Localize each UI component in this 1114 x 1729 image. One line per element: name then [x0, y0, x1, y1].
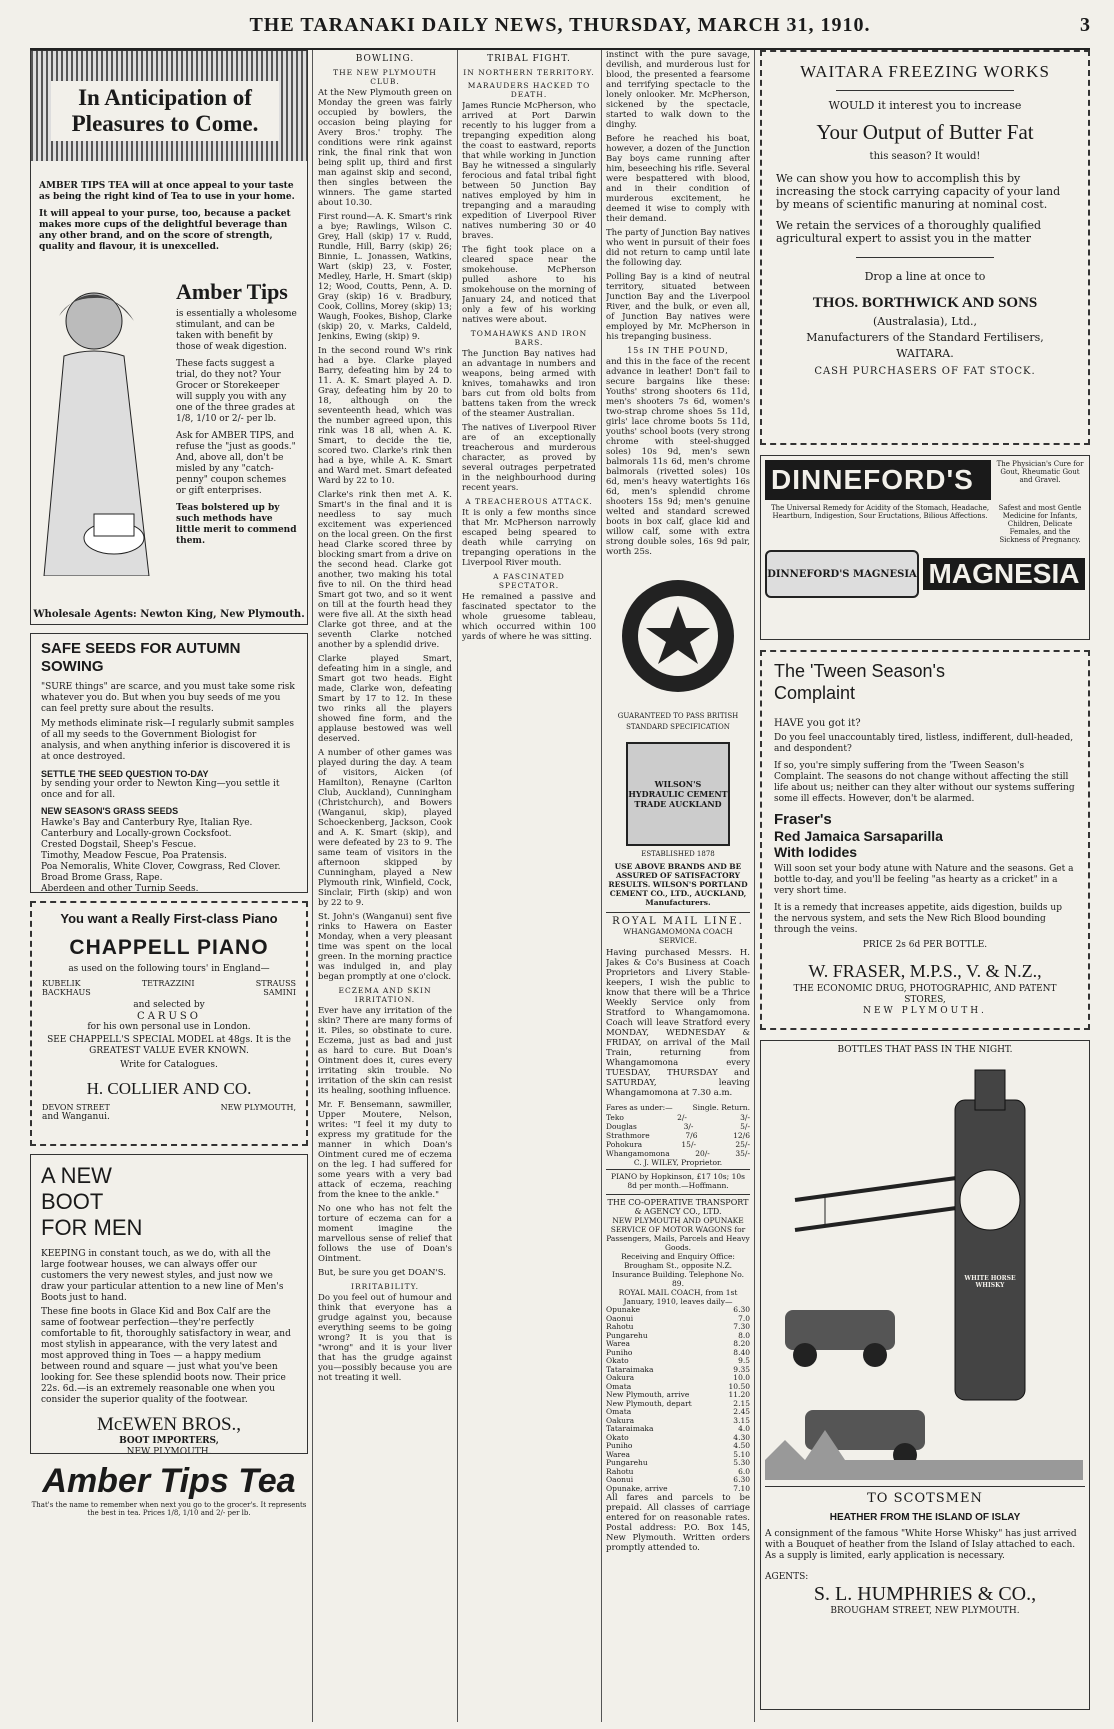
grass-seed-item: Hawke's Bay and Canterbury Rye, Italian Rye.: [41, 818, 253, 828]
fare-cell: Pohokura: [606, 1140, 643, 1149]
dinneford-bottle: DINNEFORD'S MAGNESIA: [765, 550, 919, 598]
tween-town: NEW PLYMOUTH.: [863, 1006, 987, 1016]
amber-tea-banner: [30, 1462, 308, 1522]
coop-sub: NEW PLYMOUTH AND OPUNAKE SERVICE OF MOTOR WAGONS for Passengers, Mails, Parcels and Heavy Goods.: [606, 1216, 750, 1252]
eczema-head: ECZEMA AND SKIN IRRITATION.: [338, 986, 432, 1004]
coop-closing: All fares and parcels to be prepaid. All classes of carriage entered for on reasonable rates. Postal address: P.O. Box 145, New Plymouth. Written orders promptly attended to.: [606, 1493, 750, 1553]
column-rule: [754, 50, 755, 1722]
fare-row: [606, 1131, 750, 1140]
coop-ad: [606, 1194, 750, 1553]
tween-ad: [760, 650, 1090, 1030]
news-paragraph: No one who has not felt the torture of eczema can for a moment imagine the marvellous sense of relief that follows the use of Doan's Ointment.: [318, 1204, 452, 1264]
cement-bag-label: WILSON'S HYDRAULIC CEMENT TRADE AUCKLAND: [626, 742, 730, 846]
tween-p4: It is a remedy that increases appetite, aids digestion, builds up the nervous system, and sets the New Rich Blood bounding through the veins.: [774, 903, 1062, 935]
time-cell: Oakura: [606, 1373, 635, 1382]
waitara-p2: We retain the services of a thoroughly qualified agricultural expert to assist you in the matter: [776, 219, 1042, 245]
dinneford-ad: [760, 455, 1090, 640]
time-cell: 7.30: [733, 1322, 750, 1331]
cement-bag: [606, 739, 750, 849]
piano-street: DEVON STREET: [42, 1103, 110, 1112]
amber-headline: In Anticipation of Pleasures to Come.: [51, 81, 279, 141]
amber-tea-note: That's the name to remember when next you go to the grocer's. It represents the best in tea. Prices 1/8, 1/10 and 2/- per lb.: [31, 1501, 307, 1517]
fare-cell: Strathmore: [606, 1131, 650, 1140]
mail-body: Having purchased Messrs. H. Jakes & Co's Business at Coach Proprietors and Livery Stable-keepers, I wish the public to know that there will be a Thrice Weekly Service only from Stratford to Whangamomona. Coach will leave Stratford every MONDAY, WEDNESDAY & FRIDAY, on arrival of the Mail Train, returning from Whangamomona every TUESDAY, THURSDAY and SATURDAY, leaving Whangamomona at 7.30 a.m.: [606, 948, 750, 1098]
time-cell: 9.5: [738, 1356, 750, 1365]
woman-illustration: [39, 276, 159, 576]
fares-col-return: Return.: [721, 1103, 750, 1112]
piano-by: and selected by: [133, 1000, 205, 1010]
waitara-ad: [760, 50, 1090, 445]
piano-see: SEE CHAPPELL'S SPECIAL MODEL at 48gs. It is the GREATEST VALUE EVER KNOWN.: [47, 1035, 291, 1056]
piano-write: Write for Catalogues.: [120, 1060, 218, 1070]
amber-body-5: Ask for AMBER TIPS, and refuse the "just as goods." And, above all, don't be misled by any "catch-penny" coupon schemes or gift enterprises.: [176, 431, 296, 496]
column-1: [30, 50, 308, 1722]
news-paragraph: Polling Bay is a kind of neutral territory, situated between Junction Bay and the Liverpool River, and the bulk, or even all, of Junction Bay natives were employed by Mr. McPherson in his trepanging business.: [606, 272, 750, 342]
news-paragraph: The party of Junction Bay natives who went in pursuit of their foes did not return to camp until late the following day.: [606, 228, 750, 268]
time-cell: New Plymouth, depart: [606, 1398, 692, 1408]
tween-brand-3: With Iodides: [774, 844, 858, 860]
fare-cell: Whangamomona: [606, 1149, 670, 1158]
time-cell: Oakura: [606, 1415, 635, 1425]
time-cell: 3.15: [733, 1415, 750, 1425]
cement-note: USE ABOVE BRANDS AND BE ASSURED OF SATISFACTORY RESULTS. WILSON'S PORTLAND CEMENT CO., LTD., AUCKLAND, Manufacturers.: [608, 862, 748, 907]
seeds-intro: "SURE things" are scarce, and you must take some risk whatever you do. But when you buy seeds of me you can feel pretty sure about the results.: [41, 682, 295, 714]
newspaper-title: THE TARANAKI DAILY NEWS, THURSDAY, MARCH 31, 1910.: [249, 14, 871, 36]
news-paragraph: Clarke's rink then met A. K. Smart's in the final and it is needless to say much excitement was experienced on the local green. On the first head Clarke scored three by blocking smart from a drive on the second head. Clarke got another, two making his total five to nil. On the third head Smart got two, and so it went on till at the fourth head they were five all. At the sixth head Clarke got three, and at the seventh Clarke notched another by a splendid drive.: [318, 490, 452, 650]
tween-head: The 'Tween Season's Complaint: [774, 661, 945, 703]
boot-body-2: These fine boots in Glace Kid and Box Calf are the same of footwear perfection—they're perfectly comfortable to fit, thoroughly satisfactory in wear, and most stylish in appearance, with the very latest and most approved thing in Toes — a happy medium between round and square — just what you've been looking for. See these splendid boots now. Their price 22s. 6d.—is an extremely reasonable one when you consider the superior quality of the footwear.: [41, 1307, 291, 1405]
whisky-agents: AGENTS:: [765, 1572, 809, 1582]
waitara-firm-2: (Australasia), Ltd.,: [872, 315, 978, 328]
mail-sub: WHANGAMOMONA COACH SERVICE.: [623, 927, 733, 945]
doans-line: But, be sure you get DOAN'S.: [318, 1268, 446, 1278]
whisky-ad: [760, 1040, 1090, 1710]
whisky-label: WHITE HORSE WHISKY: [964, 1275, 1016, 1289]
fare-row: [606, 1113, 750, 1122]
news-paragraph: First round—A. K. Smart's rink a bye; Rawlings, Wilson C. Grey, Hall (skip) 17 v. Rudd, Rundle, Hill, Barry (skip) 26; Binnie, L. Jonassen, Watkins, Wart (skip) 23, v. Foster, Medley, Harle, H. Smart (skip) 12; Wood, Coutts, Penn, A. D. Gray (skip) 16 v. Bradbury, Cook, Collins, Morey (skip) 13; Waugh, Fookes, Bishop, Clarke (skip) 20, v. Marks, Caldeld, Jenkins, Ewing (skip) 9.: [318, 212, 452, 342]
tween-maker: W. FRASER, M.P.S., V. & N.Z.,: [808, 961, 1042, 981]
fare-cell: 2/-: [677, 1113, 687, 1122]
time-cell: Okato: [606, 1432, 629, 1442]
fares-header: [606, 1102, 750, 1113]
grass-seed-item: Broad Brome Grass, Rape.: [41, 873, 163, 883]
name-samini: SAMINI: [263, 988, 296, 997]
coop-mail: ROYAL MAIL COACH, from 1st January, 1910, leaves daily—: [618, 1288, 738, 1306]
piano-line: PIANO by Hopkinson, £17 10s; 10s 8d per month.—Hoffmann.: [606, 1169, 750, 1190]
seeds-grass-head: NEW SEASON'S GRASS SEEDS: [41, 806, 179, 816]
dinneford-magnesia: MAGNESIA: [923, 558, 1085, 590]
amber-body-4: These facts suggest a trial, do they not? Your Grocer or Storekeeper will supply you with any one of the three grades at 1/8, 1/10 or 2/- per lb.: [176, 359, 295, 424]
piano-personal: for his own personal use in London.: [87, 1022, 251, 1032]
spectator-head: A FASCINATED SPECTATOR.: [493, 572, 565, 590]
mail-head: ROYAL MAIL LINE.: [612, 916, 744, 927]
time-cell: Oaonui: [606, 1313, 634, 1323]
amber-body-3: is essentially a wholesome stimulant, and can be taken with benefit by those of weak digestion.: [176, 309, 297, 352]
news-paragraph: and this in the face of the recent advance in leather! Don't fail to secure bargains like these: Youths' strong shooters 6s 11d, men's shooters 7s 6d, women's two-strap chrome shoes 5s 11d, girls' lace chrome boots 5s 11d, youths' school boots (very strong chrome with steel-shugged soles) 10s 9d, men's sewn balmorals 11s 6d, men's chrome balmorals (rivetted soles) 10s 6d, men's heavy watertights 16s 6d, men's splendid chrome shooters 15s 9d; men's genuine welted and standard screwed boots in box calf, glace kid and willow calf, some with extra strong double soles, 16s 9d pair, worth 25s.: [606, 357, 750, 557]
time-cell: 5.10: [733, 1449, 750, 1459]
column-rule: [601, 50, 602, 1722]
whisky-firm: S. L. HUMPHRIES & CO.,: [813, 1583, 1037, 1605]
news-paragraph: It is only a few months since that Mr. McPherson narrowly escaped being speared to death while carrying on trepanging operations in the Liverpool River mouth.: [462, 508, 596, 568]
masthead: [30, 8, 1090, 50]
boot-brand: McEWEN BROS.,: [96, 1414, 242, 1435]
waitara-p1: We can show you how to accomplish this by increasing the stock carrying capacity of your land by means of scientific manuring at nominal cost.: [776, 172, 1061, 211]
amber-body-1: AMBER TIPS TEA will at once appeal to your taste as being the right kind of Tea to use in your home.: [39, 181, 295, 202]
news-paragraph: A number of other games was played during the day. A team of visitors, Aicken (of Hamilton), Renayne (Carlton Club, Auckland), Cunningham (Christchurch), and Bowers (Wanganui, skip), played Schoeckenberg, Jackson, Cook and A. K. Smart (skip), and were defeated by 23 to 9. The same team of visitors in the afternoon skipped by Cunningham, played a New Plymouth rink, Winfield, Cock, Sinclair, Firth (skip) and won by 22 to 9.: [318, 748, 452, 908]
time-cell: 8.40: [733, 1347, 750, 1357]
amber-tea-brand: Amber Tips Tea: [42, 1462, 296, 1500]
times-table: [606, 1306, 750, 1493]
piano-names-row: [42, 979, 296, 988]
time-cell: Okato: [606, 1356, 629, 1365]
fare-row: [606, 1149, 750, 1158]
amber-body-2: It will appeal to your purse, too, because a packet makes more cups of the delightful beverage than any other brand, and on the score of strength, quality and flavour, it is unexcelled.: [39, 209, 291, 252]
time-cell: Puniho: [606, 1441, 633, 1450]
amber-tips-ad: [30, 50, 308, 625]
dinneford-brand: DINNEFORD'S: [765, 460, 991, 500]
time-cell: Omata: [606, 1381, 632, 1391]
mail-ad: [606, 912, 750, 1190]
treacherous-head: A TREACHEROUS ATTACK.: [465, 497, 593, 506]
seeds-title: SAFE SEEDS FOR AUTUMN SOWING: [41, 640, 241, 675]
time-cell: 11.20: [728, 1390, 750, 1399]
time-cell: 4.30: [733, 1432, 750, 1442]
boot-body: KEEPING in constant touch, as we do, with all the large footwear houses, we can always offer our customers the very newest styles, and just now we draw your particular attention to a new line of Men's Boots just to hand.: [41, 1249, 284, 1303]
time-cell: New Plymouth, arrive: [606, 1390, 690, 1399]
news-paragraph: The natives of Liverpool River are of an exceptionally treacherous and murderous character, as proved by several outrages perpetrated in the neighbourhood during recent years.: [462, 423, 596, 493]
amber-body-6: Teas bolstered up by such methods have little merit to commend them.: [176, 503, 297, 546]
grass-seed-item: Poa Nemoralis, White Clover, Cowgrass, Red Clover.: [41, 862, 281, 872]
tween-price: PRICE 2s 6d PER BOTTLE.: [862, 940, 988, 950]
dinneford-left: The Universal Remedy for Acidity of the Stomach, Headache, Heartburn, Indigestion, Sour Eructations, Bilious Affections.: [770, 504, 990, 520]
news-paragraph: St. John's (Wanganui) sent five rinks to Hawera on Easter Monday, when a very pleasant time was spent on the local green. In the morning practice was indulged in, and play began promptly at one o'clock.: [318, 912, 452, 982]
fare-cell: 7/6: [685, 1131, 698, 1140]
waitara-town: WAITARA.: [896, 347, 954, 360]
piano-town: NEW PLYMOUTH,: [220, 1103, 296, 1112]
time-cell: 7.0: [738, 1313, 750, 1323]
time-cell: 4.0: [738, 1424, 750, 1433]
fare-cell: 35/-: [735, 1149, 750, 1158]
cement-established: ESTABLISHED 1878: [641, 850, 715, 858]
fares-col-single: Single.: [692, 1103, 719, 1112]
time-cell: 4.50: [733, 1441, 750, 1450]
fare-cell: 25/-: [735, 1140, 750, 1149]
column-3: [462, 50, 596, 1722]
news-paragraph: The fight took place on a cleared space near the smokehouse. McPherson pulled ashore to his smokehouse on the morning of January 24, and noticed that only a few of his working natives were about.: [462, 245, 596, 325]
news-paragraph: Clarke played Smart, defeating him in a single, and Smart got two heads. Eight made, Clarke won, defeating Smart by 17 to 12. In these two rinks all the players showed fine form, and the applause bestowed was well deserved.: [318, 654, 452, 744]
waitara-firm-3: Manufacturers of the Standard Fertilisers,: [806, 331, 1044, 344]
grass-seed-item: Aberdeen and other Turnip Seeds.: [41, 884, 199, 893]
tomahawks-head: TOMAHAWKS AND IRON BARS.: [470, 329, 588, 347]
fares-head: Fares as under:—: [606, 1103, 673, 1112]
column-rule: [312, 50, 313, 1722]
whisky-illustration: [765, 1060, 1085, 1480]
time-cell: 6.0: [738, 1466, 750, 1476]
fare-cell: Douglas: [606, 1122, 637, 1131]
bowling-head: BOWLING.: [355, 54, 415, 64]
time-cell: 6.30: [733, 1305, 750, 1314]
waitara-q: WOULD it interest you to increase: [828, 99, 1022, 112]
fare-row: [606, 1122, 750, 1131]
time-cell: 2.45: [733, 1407, 750, 1416]
name-tetrazzini: TETRAZZINI: [141, 979, 195, 988]
irritability-head: IRRITABILITY.: [350, 1282, 420, 1291]
waitara-firm: THOS. BORTHWICK AND SONS: [812, 295, 1038, 311]
seeds-ad: [30, 633, 308, 893]
news-paragraph: He remained a passive and fascinated spectator to the whole gruesome tableau, which occurred within 100 yards of where he was sitting.: [462, 592, 596, 642]
piano-names-row-2: [42, 988, 296, 997]
time-cell: Opunake: [606, 1305, 641, 1314]
fare-cell: 15/-: [681, 1140, 697, 1149]
piano-town-2: and Wanganui.: [42, 1112, 110, 1122]
time-row: [606, 1485, 750, 1494]
fare-cell: 3/-: [740, 1113, 750, 1122]
tween-p2: If so, you're simply suffering from the 'Tween Season's Complaint. The seasons do not change without affecting the still life about us; neither can they alter without our systems suffering some ill effects. However, don't be alarmed.: [774, 761, 1075, 804]
piano-dealer: H. COLLIER AND CO.: [86, 1079, 252, 1098]
time-cell: Tataraimaka: [606, 1364, 654, 1374]
time-cell: 10.50: [728, 1381, 750, 1391]
news-paragraph: In the second round W's rink had a bye. Clarke played Barry, defeating him by 24 to 11. A. K. Smart played A. D. Gray, defeating him by 20 to 18, although on the seventeenth head, which was the number agreed upon, this rink was 18 all, when A. K. Smart, to decide the tie, scored two. Clarke's rink then had a bye, while A. K. Smart and Ward met. Smart defeated Ward by 22 to 10.: [318, 346, 452, 486]
time-cell: Pungarehu: [606, 1330, 648, 1340]
time-cell: 6.30: [733, 1475, 750, 1484]
boot-head: A NEW BOOT FOR MEN: [41, 1163, 143, 1240]
time-cell: 5.30: [733, 1458, 750, 1467]
news-paragraph: James Runcie McPherson, who arrived at Port Darwin recently to his lugger from a trepanging expedition along the coast to eastward, reports that while working in Junction Bay he witnessed a singularly ferocious and fatal tribal fight between 50 Junction Bay natives employed by him in trepanging and a marauding expedition of Liverpool River natives numbering 30 or 40 braves.: [462, 101, 596, 241]
waitara-drop: Drop a line at once to: [864, 270, 986, 283]
news-paragraph: instinct with the pure savage, devilish, and murderous lust for blood, the presented a fearsome and terrifying spectacle to the lonely onlooker. Mr. McPherson, sickened by the spectacle, started to walk down to the dinghy.: [606, 50, 750, 130]
news-paragraph: Do you feel out of humour and think that everyone has a grudge against you, because everything seems to be going wrong? It is you that is "wrong" and it is your liver that has the grudge against you—possibly because you are not treating it well.: [318, 1293, 452, 1383]
piano-used: as used on the following tours' in England—: [68, 964, 270, 974]
tween-q: HAVE you got it?: [774, 718, 861, 729]
name-backhaus: BACKHAUS: [42, 988, 91, 997]
tween-p3: Will soon set your body atune with Nature and the seasons. Get a bottle to-day, and you'll be feeling "as hearty as a cricket" in a very short time.: [774, 864, 1074, 896]
piano-ad: [30, 901, 308, 1146]
fares-table: [606, 1113, 750, 1158]
fare-cell: 3/-: [683, 1122, 694, 1131]
pound-head: 15s IN THE POUND,: [627, 346, 729, 355]
whisky-scots: TO SCOTSMEN: [867, 1491, 983, 1506]
time-cell: Omata: [606, 1407, 632, 1416]
seeds-methods: My methods eliminate risk—I regularly submit samples of all my seeds to the Government Biologist for analysis, and when anything inferior is discovered it is at once destroyed.: [41, 719, 294, 762]
fare-cell: 5/-: [740, 1122, 750, 1131]
grass-seed-item: Timothy, Meadow Fescue, Poa Pratensis.: [41, 851, 227, 861]
piano-address: [42, 1103, 296, 1112]
waitara-head: WAITARA FREEZING WORKS: [800, 62, 1050, 81]
time-cell: 9.35: [733, 1364, 750, 1374]
name-kubelik: KUBELIK: [42, 979, 81, 988]
amber-agents: Wholesale Agents: Newton King, New Plymouth.: [33, 609, 305, 620]
fare-cell: Teko: [606, 1113, 624, 1122]
whisky-addr: BROUGHAM STREET, NEW PLYMOUTH.: [830, 1606, 1020, 1616]
cement-guarantee: GUARANTEED TO PASS BRITISH STANDARD SPECIFICATION: [617, 712, 739, 731]
fare-row: [606, 1140, 750, 1149]
dinneford-right: The Physician's Cure for Gout, Rheumatic Gout and Gravel.: [996, 460, 1084, 484]
fare-cell: 20/-: [695, 1149, 710, 1158]
time-cell: Warea: [606, 1449, 631, 1459]
column-2: [318, 50, 452, 1722]
time-cell: Puniho: [606, 1347, 633, 1357]
waitara-cash: CASH PURCHASERS OF FAT STOCK.: [814, 366, 1036, 377]
column-5: [760, 50, 1090, 1722]
mail-signed: C. J. WILEY, Proprietor.: [633, 1158, 723, 1167]
name-strauss: STRAUSS: [255, 979, 296, 988]
time-cell: Opunake, arrive: [606, 1483, 668, 1493]
coop-office: Receiving and Enquiry Office: Brougham St., opposite N.Z. Insurance Building. Telephone No. 89.: [612, 1252, 744, 1288]
dinneford-right-2: Safest and most Gentle Medicine for Infants, Children, Delicate Females, and the Sickness of Pregnancy.: [998, 504, 1082, 544]
waitara-big: Your Output of Butter Fat: [816, 120, 1034, 144]
boot-ad: [30, 1154, 308, 1454]
news-paragraph: Ever have any irritation of the skin? There are many forms of it. Piles, so obstinate to cure. Eczema, just as bad and just as hard to cure. But Doan's Ointment does it, cures every irritating skin trouble. No irritation of the skin can resist its healing, soothing influence.: [318, 1006, 452, 1096]
tween-brand-2: Red Jamaica Sarsaparilla: [774, 828, 943, 844]
time-cell: 8.0: [738, 1330, 750, 1340]
whisky-head: BOTTLES THAT PASS IN THE NIGHT.: [837, 1045, 1013, 1055]
time-cell: Rahotu: [606, 1466, 634, 1476]
fare-cell: 12/6: [733, 1131, 750, 1140]
column-4: [606, 50, 750, 1722]
seeds-settle-body: by sending your order to Newton King—you settle it once and for all.: [41, 779, 280, 800]
cement-seal: [606, 561, 750, 711]
seeds-settle-head: SETTLE THE SEED QUESTION TO-DAY: [41, 769, 209, 779]
piano-caruso: CARUSO: [137, 1011, 201, 1022]
time-cell: Oaonui: [606, 1475, 634, 1484]
news-paragraph: Mr. F. Bensemann, sawmiller, Upper Moutere, Nelson, writes: "I feel it my duty to express my gratitude for the manner in which Doan's Ointment cured me of eczema on the leg. I had suffered for some years with a very bad attack of eczema, reaching from the knee to the ankle.": [318, 1100, 452, 1200]
page-number: 3: [1080, 14, 1090, 36]
news-paragraph: The Junction Bay natives had an advantage in numbers and weapons, being armed with knives, tomahawks and iron bars cut from old bolts from battens taken from the wreck of the steamer Australian.: [462, 349, 596, 419]
piano-brand: CHAPPELL PIANO: [69, 936, 269, 959]
news-paragraph: Before he reached his boat, however, a dozen of the Junction Bay boys came running after him, beseeching his rifle. Several were bespattered with blood, and in their condition of murderous excitement, he deemed it wise to comply with their demand.: [606, 134, 750, 224]
grass-list: [41, 818, 297, 893]
grass-seed-item: Canterbury and Locally-grown Cocksfoot.: [41, 829, 232, 839]
waitara-q2: this season? It would!: [869, 151, 981, 162]
grass-seed-item: Crested Dogstail, Sheep's Fescue.: [41, 840, 197, 850]
whisky-heather: HEATHER FROM THE ISLAND OF ISLAY: [829, 1512, 1021, 1523]
tween-brand: Fraser's: [774, 811, 832, 828]
time-cell: 7.10: [733, 1483, 750, 1493]
piano-head: You want a Really First-class Piano: [60, 911, 278, 926]
tween-maker-2: THE ECONOMIC DRUG, PHOTOGRAPHIC, AND PATENT STORES,: [793, 984, 1057, 1005]
time-cell: Warea: [606, 1339, 631, 1348]
column-rule: [457, 50, 458, 1722]
coop-head: THE CO-OPERATIVE TRANSPORT & AGENCY CO., LTD.: [607, 1198, 749, 1216]
time-cell: 2.15: [733, 1398, 750, 1408]
time-cell: 10.0: [733, 1373, 750, 1382]
tween-p1: Do you feel unaccountably tired, listless, indifferent, dull-headed, and despondent?: [774, 733, 1074, 754]
news-paragraph: At the New Plymouth green on Monday the green was fairly occupied by bowlers, the occasion being playing for Avery Bros.' trophy. The conditions were rink against rink, the final rink that won being split up, third and first man against skip and second, then singles between the winners. The game started about 10.30.: [318, 88, 452, 208]
time-cell: 8.20: [733, 1339, 750, 1348]
time-cell: Rahotu: [606, 1322, 634, 1331]
bowling-sub: THE NEW PLYMOUTH CLUB.: [333, 68, 437, 86]
amber-brand: Amber Tips: [176, 279, 288, 304]
boot-town: NEW PLYMOUTH.: [126, 1447, 212, 1454]
time-cell: Pungarehu: [606, 1458, 648, 1467]
whisky-body: A consignment of the famous "White Horse Whisky" has just arrived with a Bouquet of heather from the Island of Islay attached to each. As a supply is limited, early application is necessary.: [765, 1529, 1077, 1561]
tribal-sub: IN NORTHERN TERRITORY.: [463, 68, 595, 77]
tribal-sub-2: MARAUDERS HACKED TO DEATH.: [467, 81, 591, 99]
boot-sub: BOOT IMPORTERS,: [119, 1436, 219, 1446]
tribal-head: TRIBAL FIGHT.: [487, 54, 571, 64]
time-cell: Tataraimaka: [606, 1424, 654, 1433]
